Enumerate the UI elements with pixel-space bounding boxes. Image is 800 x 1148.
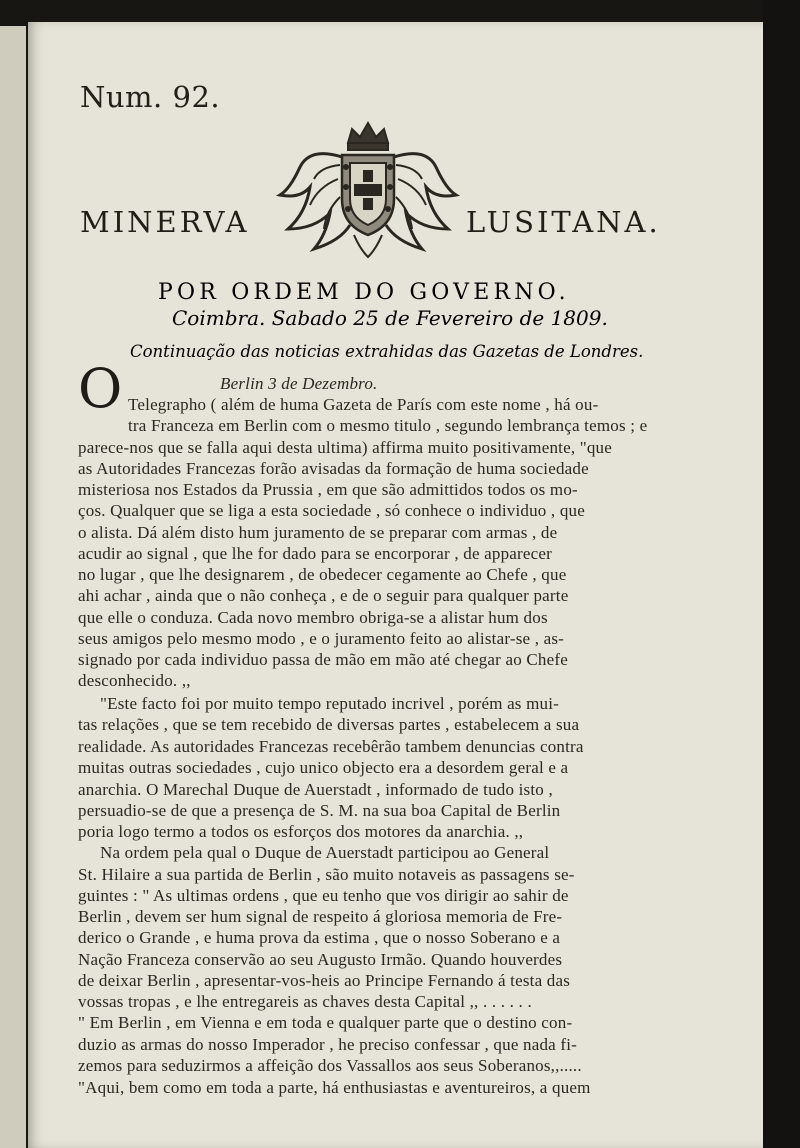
coat-of-arms-icon [270, 117, 466, 262]
masthead-title-left: MINERVA [80, 205, 250, 239]
article-line: vossas tropas , e lhe entregareis as chaves desta Capital ,, . . . . . . [78, 992, 532, 1011]
article-line: zemos para seduzirmos a affeição dos Vassallos aos seus Soberanos,,..... [78, 1056, 582, 1075]
article-line: acudir ao signal , que lhe for dado para se encorporar , de apparecer [78, 544, 552, 563]
adjacent-page-edge [0, 26, 26, 1148]
article-line: Berlin , devem ser hum signal de respeito á gloriosa memoria de Fre- [78, 907, 563, 926]
article-line: seus amigos pelo mesmo modo , e o juramento feito ao alistar-se , as- [78, 629, 565, 648]
article-line: desconhecido. ,, [78, 671, 191, 690]
article-line: ços. Qualquer que se liga a esta sociedade , só conhece o individuo , que [78, 501, 585, 520]
article-line: ahi achar , ainda que o não conheça , e de o seguir para qualquer parte [78, 586, 569, 605]
article-line: no lugar , que lhe designarem , de obedecer cegamente ao Chefe , que [78, 565, 567, 584]
article-line: derico o Grande , e huma prova da estima , que o nosso Soberano e a [78, 928, 561, 947]
scan-background [763, 0, 800, 1148]
article-line: o alista. Dá além disto hum juramento de se preparar com armas , de [78, 523, 558, 542]
article-line: guintes : " As ultimas ordens , que eu tenho que vos dirigir ao sahir de [78, 886, 569, 905]
article-line: tra Franceza em Berlin com o mesmo titulo , segundo lembrança temos ; e [128, 416, 648, 435]
article-line: realidade. As autoridades Francezas recebêrão tambem denuncias contra [78, 737, 584, 756]
article-line: misteriosa nos Estados da Prussia , em que são admittidos todos os mo- [78, 480, 578, 499]
article-line: que elle o conduza. Cada novo membro obriga-se a alistar hum dos [78, 608, 548, 627]
continuation-heading: Continuação das noticias extrahidas das Gazetas de Londres. [130, 342, 644, 361]
article-line: duzio as armas do nosso Imperador , he preciso confessar , que nada fi- [78, 1035, 578, 1054]
article-line: de deixar Berlin , apresentar-vos-heis ao Principe Fernando á testa das [78, 971, 571, 990]
article-line: "Este facto foi por muito tempo reputado incrivel , porém as mui- [100, 694, 559, 713]
dateline: Coimbra. Sabado 25 de Fevereiro de 1809. [172, 306, 608, 330]
subtitle: POR ORDEM DO GOVERNO. [158, 280, 570, 305]
article-line: "Aqui, bem como em toda a parte, há enthusiastas e aventureiros, a quem [78, 1078, 591, 1097]
article-line: " Em Berlin , em Vienna e em toda e qualquer parte que o destino con- [78, 1013, 573, 1032]
article-line: as Autoridades Francezas forão avisadas da formação de huma sociedade [78, 459, 589, 478]
article-line: Berlin 3 de Dezembro. [220, 374, 378, 393]
masthead-title-right: LUSITANA. [466, 205, 661, 239]
article-line: poria logo termo a todos os esforços dos motores da anarchia. ,, [78, 822, 524, 841]
article-line: Na ordem pela qual o Duque de Auerstadt participou ao General [100, 843, 550, 862]
article-line: St. Hilaire a sua partida de Berlin , são muito notaveis as passagens se- [78, 865, 575, 884]
article-line: muitas outras sociedades , cujo unico objecto era a desordem geral e a [78, 758, 569, 777]
drop-cap: O [78, 357, 123, 420]
article-line: Nação Franceza conservão ao seu Augusto Irmão. Quando houverdes [78, 950, 563, 969]
article-line: parece-nos que se falla aqui desta ultima) affirma muito positivamente, "que [78, 438, 613, 457]
article-line: persuadio-se de que a presença de S. M. na sua boa Capital de Berlin [78, 801, 561, 820]
issue-number: Num. 92. [80, 80, 221, 114]
article-line: Telegrapho ( além de huma Gazeta de París com este nome , há ou- [128, 395, 599, 414]
article-line: signado por cada individuo passa de mão em mão até chegar ao Chefe [78, 650, 568, 669]
article-line: anarchia. O Marechal Duque de Auerstadt , informado de tudo isto , [78, 780, 553, 799]
article-line: tas relações , que se tem recebido de diversas partes , estabelecem a sua [78, 715, 580, 734]
